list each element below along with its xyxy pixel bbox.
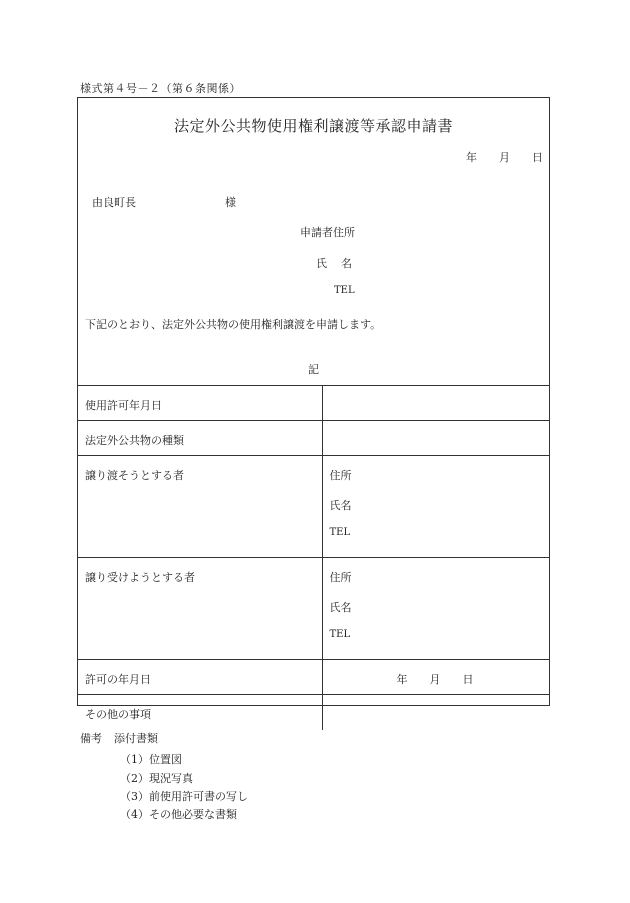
transferor-name-label: 氏名 [329,499,352,512]
addressee: 由良町長 [92,196,136,209]
ki-heading: 記 [308,363,319,376]
details-table [78,385,549,730]
transferee-address-label: 住所 [329,571,352,584]
transferee-field[interactable] [322,558,549,660]
other-matters-label: その他の事項 [78,695,322,730]
day-label: 日 [532,151,543,164]
approval-year-label: 年 [396,673,408,686]
request-statement: 下記のとおり、法定外公共物の使用権利譲渡を申請します。 [85,318,382,331]
transferor-field[interactable] [322,456,549,558]
applicant-name-label [316,255,352,271]
object-type-label: 法定外公共物の種類 [78,421,322,456]
name-given-char: 名 [341,257,352,270]
transferee-tel-label: TEL [329,629,351,640]
year-label: 年 [466,151,477,164]
approval-day-label: 日 [462,673,474,686]
object-type-field[interactable] [322,421,549,456]
application-form-frame [77,97,550,721]
approval-month-label: 月 [429,673,441,686]
notes-heading [80,730,158,746]
list-item: （1）位置図 [120,753,182,766]
form-title: 法定外公共物使用権利譲渡等承認申請書 [173,117,453,135]
notes-head-label: 備考 [80,732,102,745]
honorific: 様 [225,196,236,209]
approval-date-field[interactable] [322,660,549,695]
attachments-label: 添付書類 [114,732,158,745]
approval-date-label: 許可の年月日 [78,660,322,695]
table-row [78,386,549,421]
list-item: （3）前使用許可書の写し [120,790,248,803]
permit-date-field[interactable] [322,386,549,421]
list-item: （2）現況写真 [120,772,193,785]
form-number-label: 様式第４号－２（第６条関係） [80,82,241,95]
submission-date [466,149,543,165]
transferee-name-label: 氏名 [329,601,352,614]
applicant-address-label: 申請者住所 [300,226,355,239]
transferor-label: 譲り渡そうとする者 [78,456,322,558]
table-row [78,695,549,730]
month-label: 月 [499,151,510,164]
other-matters-field[interactable] [322,695,549,730]
table-row [78,421,549,456]
table-row [78,558,549,660]
applicant-tel-label: TEL [334,285,355,296]
name-surname-char: 氏 [316,257,327,270]
permit-date-label: 使用許可年月日 [78,386,322,421]
notes-section [80,730,248,821]
table-row [78,456,549,558]
transferor-address-label: 住所 [329,469,352,482]
transferee-label: 譲り受けようとする者 [78,558,322,660]
table-row [78,660,549,695]
transferor-tel-label: TEL [329,527,351,538]
list-item: （4）その他必要な書類 [120,808,237,821]
